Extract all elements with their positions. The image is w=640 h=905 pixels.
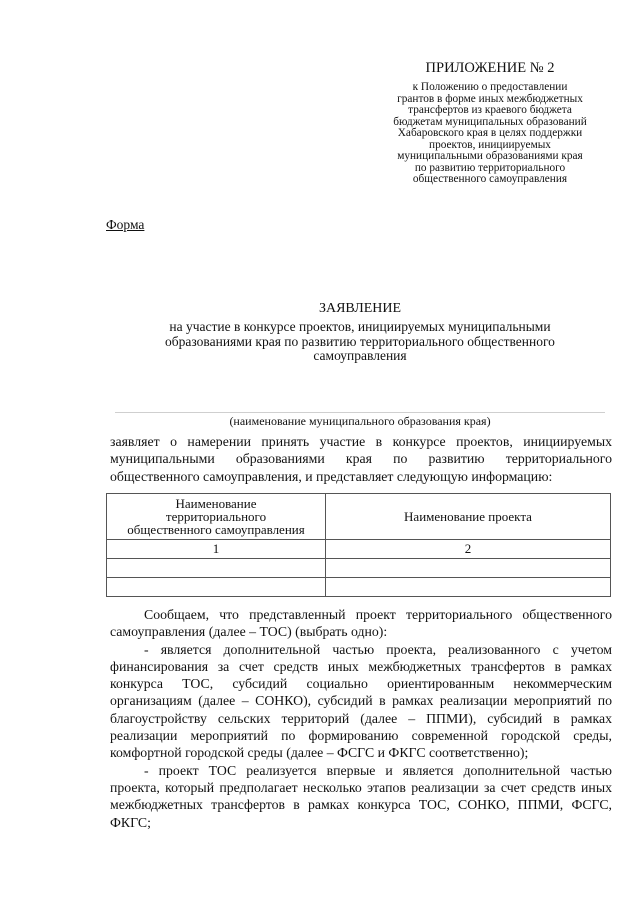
application-subtitle	[110, 320, 610, 364]
appendix-subtitle	[372, 82, 608, 186]
municipality-fill-line[interactable]	[115, 412, 605, 413]
table-cell[interactable]	[326, 578, 611, 597]
header-line: территориального	[165, 509, 267, 524]
appendix-line: общественного самоуправления	[412, 173, 568, 185]
number-cell: 1	[107, 540, 326, 559]
appendix-line: грантов в форме иных межбюджетных	[397, 92, 583, 105]
appendix-title: ПРИЛОЖЕНИЕ № 2	[425, 60, 555, 76]
table-row	[107, 578, 611, 597]
header-project-name: Наименование проекта	[326, 494, 611, 540]
appendix-line: муниципальными образованиями края	[397, 150, 583, 162]
intro-paragraph: Сообщаем, что представленный проект территориального общественного самоуправления (далее – ТОС) (выбрать одно):	[110, 607, 612, 640]
appendix-line: Хабаровского края в целях поддержки	[397, 127, 583, 139]
body-text	[110, 606, 612, 831]
header-tos-name	[107, 494, 326, 540]
table-header-row	[107, 494, 611, 540]
form-label: Форма	[106, 217, 145, 232]
option-paragraph-2: - проект ТОС реализуется впервые и является дополнительной частью проекта, который предполагает несколько этапов реализации за счет средств иных межбюджетных трансфертов в рамках конкурса ТОС, СОНКО, ППМИ, ФСГС, ФКГС;	[110, 762, 612, 830]
table-number-row	[107, 540, 611, 559]
table-cell[interactable]	[107, 559, 326, 578]
subtitle-line: самоуправления	[313, 348, 407, 363]
table-cell[interactable]	[326, 559, 611, 578]
header-line: Наименование	[175, 496, 257, 511]
number-cell: 2	[326, 540, 611, 559]
appendix-line: проектов, инициируемых	[429, 138, 551, 151]
subtitle-line: образованиями края по развитию территориального общественного	[165, 333, 555, 349]
application-title: ЗАЯВЛЕНИЕ	[318, 301, 402, 316]
table-row	[107, 559, 611, 578]
municipality-caption: (наименование муниципального образования края)	[229, 414, 491, 428]
option-paragraph-1: - является дополнительной частью проекта, реализованного с учетом финансирования за счет средств иных межбюджетных трансфертов в рамках конкурса ТОС, субсидий социально ориентированным некоммерческим организациям (далее – СОНКО), субсидий в рамках реализации мероприятий по благоустройству сельских территорий (далее – ППМИ), субсидий в рамках реализации мероприятий по формированию современной городской среды, комфортной городской среды (далее – ФСГС и ФКГС соответственно);	[110, 641, 612, 761]
appendix-line: к Положению о предоставлении	[412, 81, 568, 93]
info-table	[106, 493, 611, 597]
subtitle-line: на участие в конкурсе проектов, инициируемых муниципальными	[169, 319, 551, 334]
table-cell[interactable]	[107, 578, 326, 597]
appendix-line: трансфертов из краевого бюджета	[408, 104, 572, 116]
header-line: общественного самоуправления	[127, 522, 305, 537]
appendix-line: бюджетам муниципальных образований	[393, 115, 587, 128]
appendix-block	[372, 60, 608, 186]
appendix-line: по развитию территориального	[414, 161, 566, 174]
declaration-paragraph: заявляет о намерении принять участие в конкурсе проектов, инициируемых муниципальными образованиями края по развитию территориального общественного самоуправления, и представляет следующую информацию:	[110, 434, 612, 484]
